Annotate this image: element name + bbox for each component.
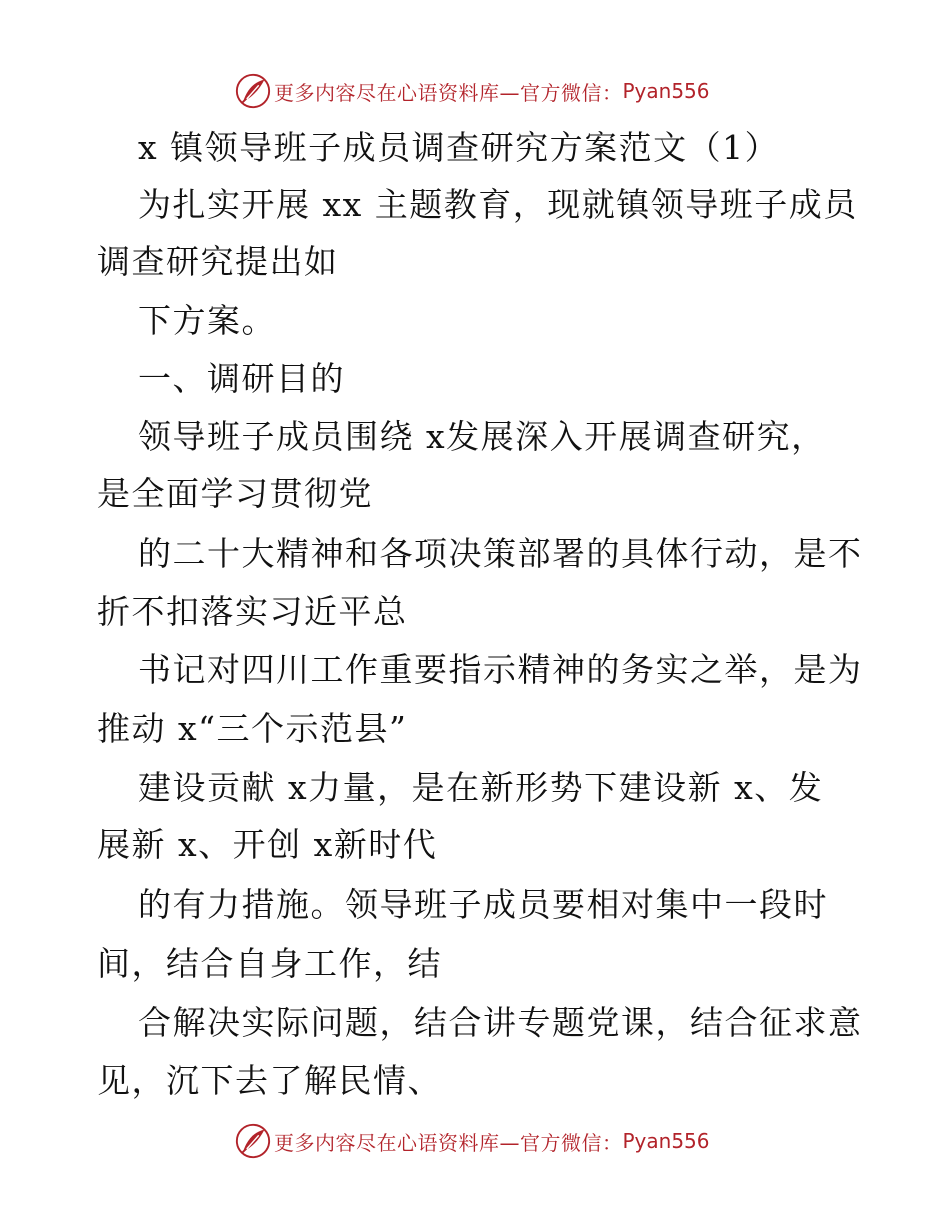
paragraph-line: 建设贡献 x力量，是在新形势下建设新 x、发 — [138, 768, 824, 807]
feather-pen-logo-icon — [234, 72, 272, 110]
document-title: x 镇领导班子成员调查研究方案范文（1） — [138, 128, 780, 167]
paragraph-line: 推动 x“三个示范县” — [97, 709, 408, 748]
paragraph-line: 的有力措施。领导班子成员要相对集中一段时 — [138, 885, 828, 924]
paragraph-line: 为扎实开展 xx 主题教育，现就镇领导班子成员 — [138, 185, 858, 224]
paragraph-line: 见，沉下去了解民情、 — [97, 1061, 442, 1100]
banner-text: 更多内容尽在心语资料库—官方微信： — [274, 1130, 623, 1155]
banner-text: 更多内容尽在心语资料库—官方微信： — [274, 80, 623, 105]
wechat-id: Pyan556 — [622, 79, 710, 103]
paragraph-line: 折不扣落实习近平总 — [97, 592, 408, 631]
section-heading: 一、调研目的 — [138, 359, 345, 398]
paragraph-line: 领导班子成员围绕 x发展深入开展调查研究， — [138, 417, 826, 456]
paragraph-line: 是全面学习贯彻党 — [97, 474, 373, 513]
paragraph-line: 的二十大精神和各项决策部署的具体行动，是不 — [138, 534, 863, 573]
paragraph-line: 合解决实际问题，结合讲专题党课，结合征求意 — [138, 1003, 863, 1042]
header-banner — [234, 71, 710, 111]
paragraph-line: 书记对四川工作重要指示精神的务实之举，是为 — [138, 650, 863, 689]
paragraph-line: 调查研究提出如 — [97, 242, 339, 281]
footer-banner — [234, 1121, 710, 1161]
paragraph-line: 下方案。 — [138, 301, 276, 340]
wechat-id: Pyan556 — [622, 1129, 710, 1153]
feather-pen-logo-icon — [234, 1122, 272, 1160]
paragraph-line: 展新 x、开创 x新时代 — [97, 825, 438, 864]
paragraph-line: 间，结合自身工作，结 — [97, 944, 442, 983]
